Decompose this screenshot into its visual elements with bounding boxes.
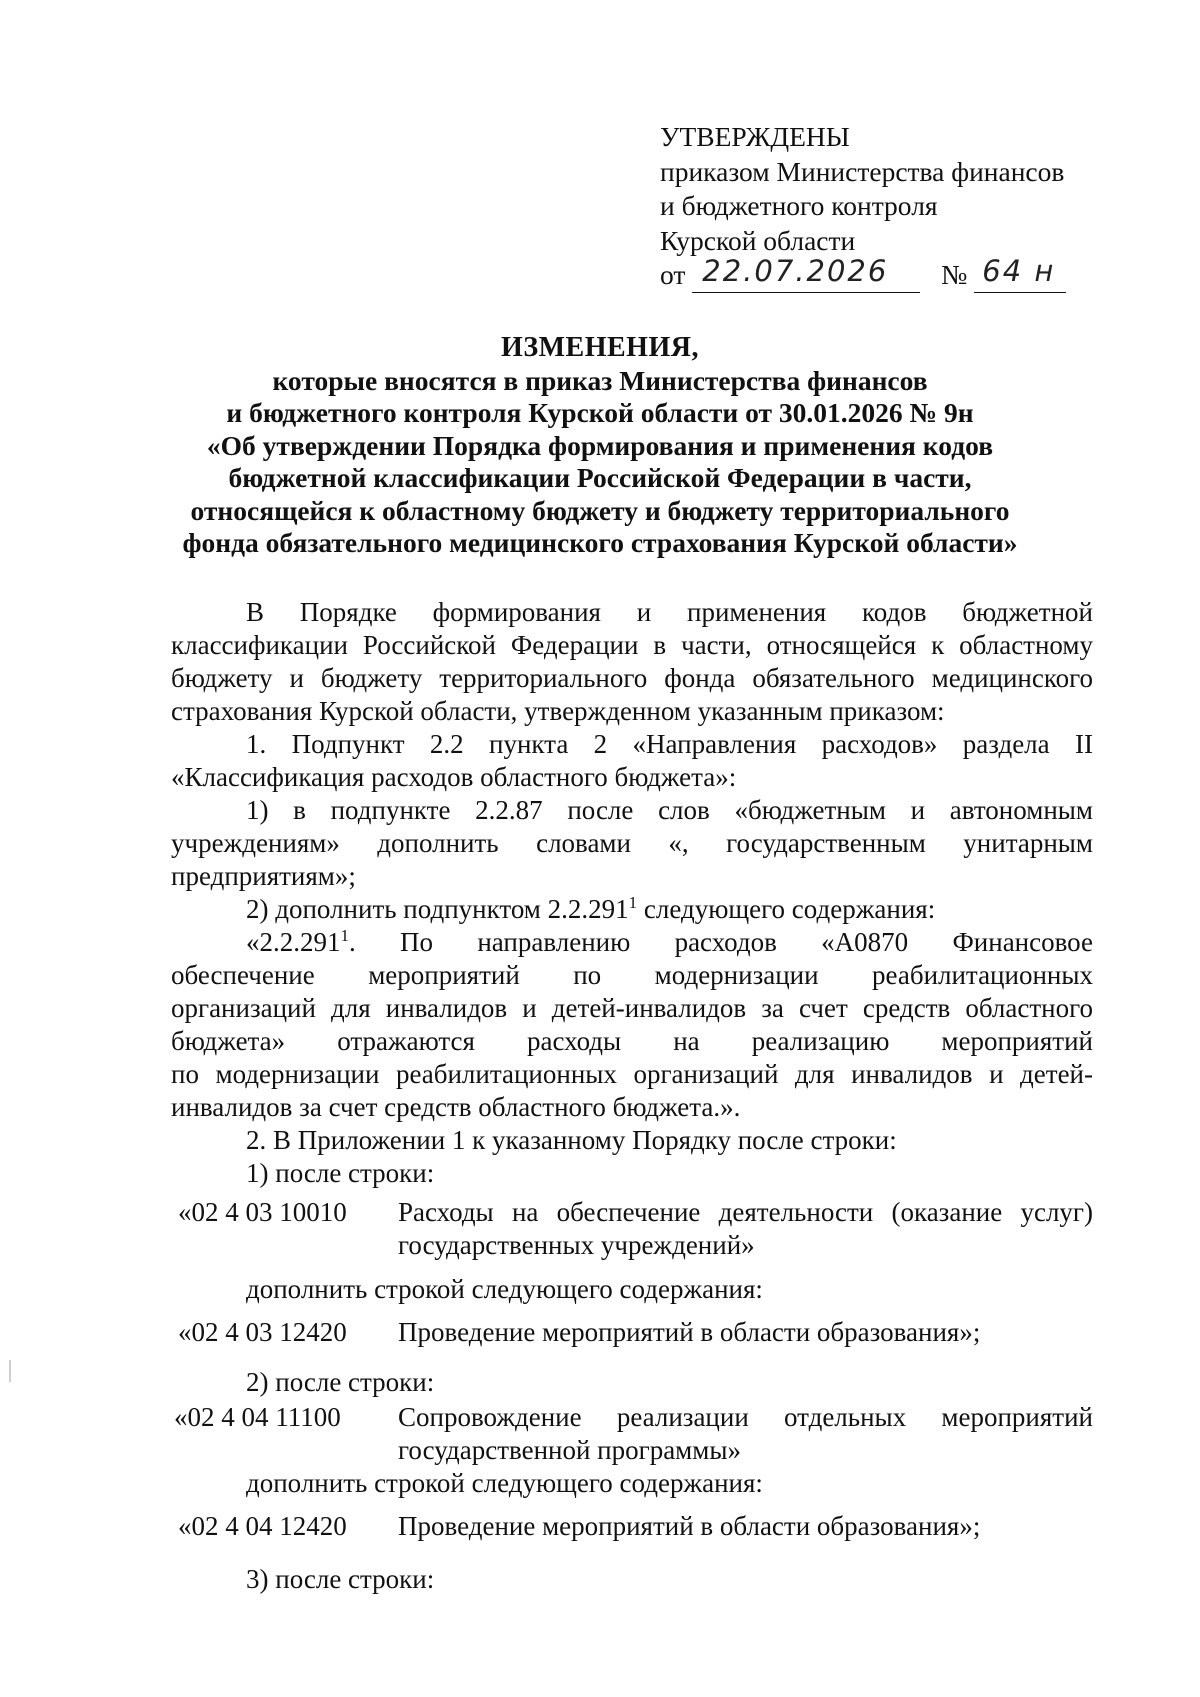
quote-line: инвалидов за счет средств областного бюджета.». — [171, 1092, 741, 1122]
code-cell: «02 4 04 12420 — [178, 1511, 347, 1541]
quote-line: по модернизации реабилитационных организаций для инвалидов и детей- — [171, 1059, 1093, 1089]
code-cell: «02 4 03 10010 — [178, 1197, 347, 1227]
item-1-line: «Классификация расходов областного бюджета»: — [171, 762, 737, 792]
code-cell: «02 4 03 12420 — [178, 1317, 347, 1347]
title-line: «Об утверждении Порядка формирования и применения кодов — [206, 429, 994, 461]
description-line: Расходы на обеспечение деятельности (оказание услуг) — [398, 1197, 1093, 1227]
step-1-label: 1) после строки: — [246, 1158, 435, 1188]
item-1-line: 1. Подпункт 2.2 пункта 2 «Направления расходов» раздела II — [246, 729, 1093, 759]
step-2-label: 2) после строки: — [246, 1367, 435, 1397]
approval-block — [660, 120, 1066, 293]
title-line: и бюджетного контроля Курской области от 30.01.2026 № 9н — [226, 397, 974, 428]
add-row-instruction: дополнить строкой следующего содержания: — [246, 1274, 763, 1304]
subitem-2-text: 2) дополнить подпунктом 2.2.291 — [246, 894, 629, 924]
handwritten-number: 64 н — [982, 254, 1056, 288]
approval-line: и бюджетного контроля — [660, 190, 938, 221]
add-row-instruction: дополнить строкой следующего содержания: — [246, 1468, 763, 1498]
intro-line: классификации Российской Федерации в части, относящейся к областному — [171, 630, 1093, 660]
approval-heading: УТВЕРЖДЕНЫ — [660, 121, 850, 152]
description-line: Проведение мероприятий в области образования»; — [398, 1317, 981, 1347]
title-line: фонда обязательного медицинского страхования Курской области» — [182, 527, 1018, 558]
code-cell: «02 4 04 11100 — [174, 1402, 341, 1432]
quote-number: «2.2.291 — [246, 927, 341, 957]
item-2-line: 2. В Приложении 1 к указанному Порядку после строки: — [246, 1125, 897, 1155]
date-prefix: от — [660, 259, 686, 290]
description-line: Сопровождение реализации отдельных мероприятий — [398, 1402, 1093, 1432]
description-line: государственных учреждений» — [398, 1230, 755, 1260]
subitem-1-line: предприятиям»; — [171, 861, 356, 891]
intro-line: бюджету и бюджету территориального фонда обязательного медицинского — [171, 663, 1093, 693]
subitem-1-line: 1) в подпункте 2.2.87 после слов «бюджетным и автономным — [246, 795, 1093, 825]
title-heading: ИЗМЕНЕНИЯ, — [501, 332, 699, 363]
intro-line: В Порядке формирования и применения кодов бюджетной — [246, 597, 1093, 627]
quote-line: организаций для инвалидов и детей-инвалидов за счет средств областного — [171, 993, 1093, 1023]
approval-date-row — [660, 254, 1066, 293]
quote-line: бюджета» отражаются расходы на реализацию мероприятий — [171, 1026, 1093, 1056]
intro-line: страхования Курской области, утвержденном указанным приказом: — [171, 696, 945, 726]
title-line: относящейся к областному бюджету и бюджету территориального — [190, 494, 1010, 526]
subitem-2-text: следующего содержания: — [637, 894, 936, 924]
step-3-label: 3) после строки: — [246, 1564, 435, 1594]
number-prefix: № — [941, 259, 968, 290]
subitem-1-line: учреждениям» дополнить словами «, государственным унитарным — [171, 828, 1093, 858]
subitem-2-line — [246, 893, 935, 926]
superscript: 1 — [628, 893, 638, 912]
quote-text: . По направлению расходов «А0870 Финансовое — [349, 927, 1093, 957]
document-title — [0, 332, 1200, 560]
approval-line: приказом Министерства финансов — [660, 155, 1065, 187]
superscript: 1 — [340, 926, 349, 945]
scan-margin-mark — [9, 1360, 11, 1382]
number-field — [974, 254, 1066, 293]
description-line: государственной программы» — [398, 1435, 741, 1465]
date-field — [692, 254, 920, 293]
title-line: бюджетной классификации Российской Федерации в части, — [228, 462, 972, 493]
approval-line: Курской области — [660, 224, 856, 256]
handwritten-date: 22.07.2026 — [702, 254, 889, 288]
title-line: которые вносятся в приказ Министерства финансов — [272, 364, 928, 396]
quote-line: обеспечение мероприятий по модернизации реабилитационных — [171, 960, 1093, 990]
description-line: Проведение мероприятий в области образования»; — [398, 1511, 981, 1541]
quote-first-line — [246, 926, 1093, 959]
